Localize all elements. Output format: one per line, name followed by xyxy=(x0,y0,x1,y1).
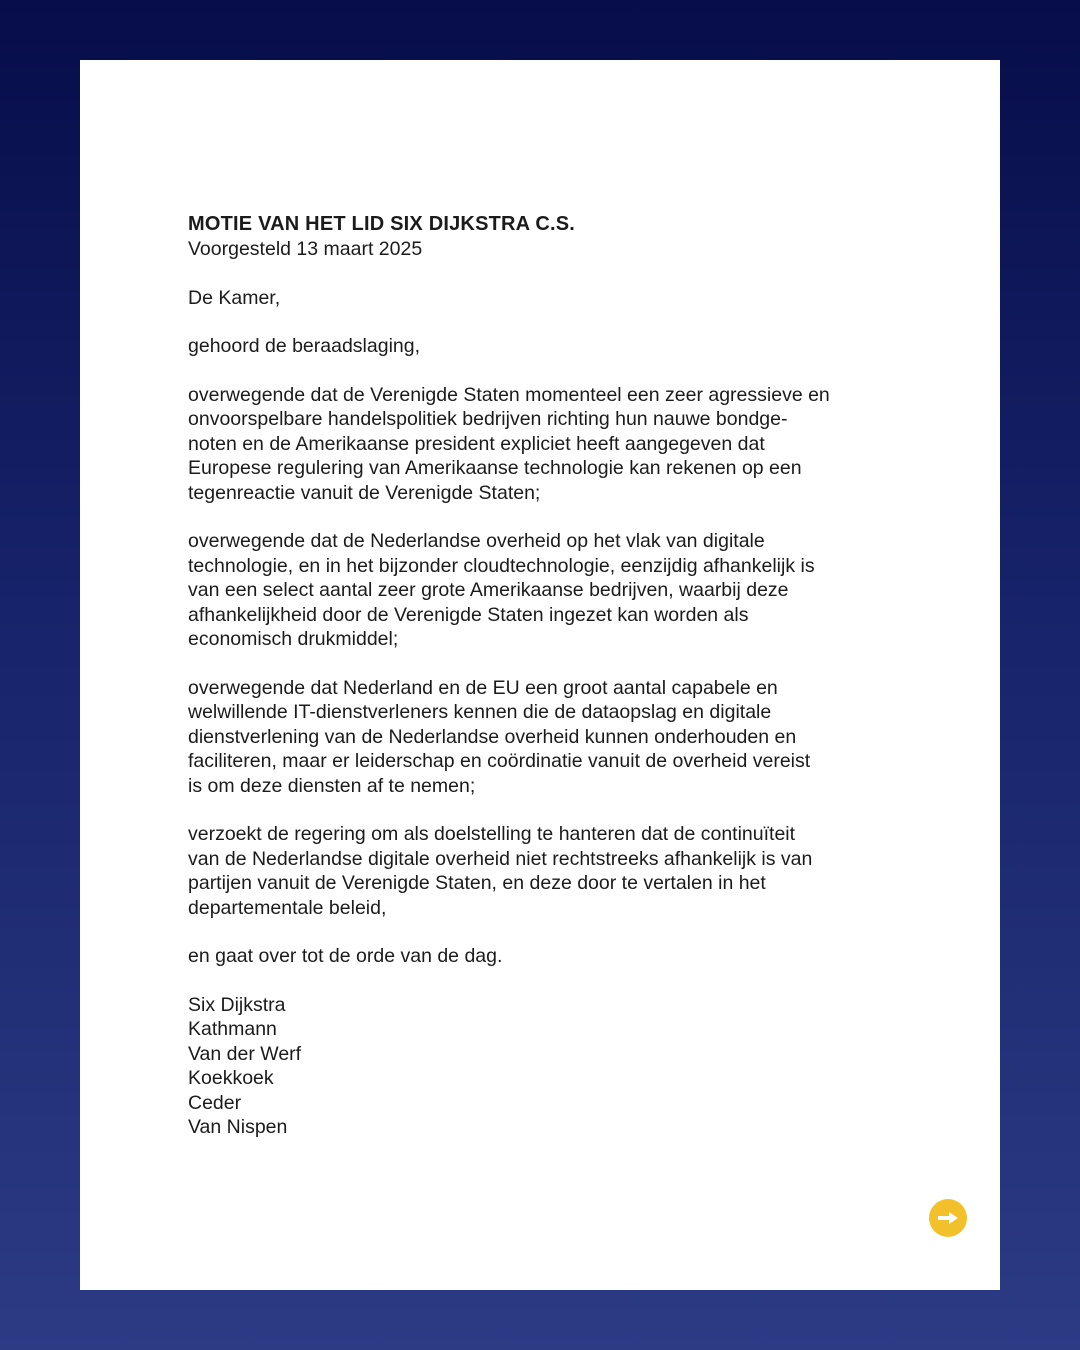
salutation: De Kamer, xyxy=(188,286,281,309)
request-paragraph: verzoekt de regering om als doelstelling te hanteren dat de continuïteit van de Nederlandse digitale overheid niet rechtstreeks afhankelijk is van partijen vanuit de Verenigde Staten, en deze door te vertalen in het departementale beleid, xyxy=(188,823,813,919)
signatory: Six Dijkstra xyxy=(188,993,286,1016)
signatory-list xyxy=(188,993,928,1140)
closing-line: en gaat over tot de orde van de dag. xyxy=(188,945,503,967)
opening-line: gehoord de beraadslaging, xyxy=(188,335,421,357)
signatory: Koekkoek xyxy=(188,1067,274,1089)
motion-title: MOTIE VAN HET LID SIX DIJKSTRA C.S. xyxy=(188,213,576,235)
next-button[interactable] xyxy=(929,1199,967,1237)
signatory: Van Nispen xyxy=(188,1116,288,1138)
consideration-1: overwegende dat de Verenigde Staten momenteel een zeer agressieve en onvoorspelbare handelspolitiek bedrijven richting hun nauwe bondge- noten en de Amerikaanse president expliciet heeft aangegeven dat Europese regulering van Amerikaanse technologie kan rekenen op een tegenreactie vanuit de Verenigde Staten; xyxy=(188,383,830,504)
signatory: Ceder xyxy=(188,1091,242,1114)
signatory: Kathmann xyxy=(188,1018,277,1040)
consideration-3: overwegende dat Nederland en de EU een groot aantal capabele en welwillende IT-dienstverleners kennen die de dataopslag en digitale dienstverlening van de Nederlandse overheid kunnen onderhouden en faciliteren, maar er leiderschap en coördinatie vanuit de overheid vereist is om deze diensten af te nemen; xyxy=(188,676,811,797)
motion-date: Voorgesteld 13 maart 2025 xyxy=(188,238,423,260)
document-page xyxy=(80,60,1000,1290)
motion-document xyxy=(188,212,928,1140)
arrow-right-icon xyxy=(936,1210,960,1226)
consideration-2: overwegende dat de Nederlandse overheid op het vlak van digitale technologie, en in het bijzonder cloudtechnologie, eenzijdig afhankelijk is van een select aantal zeer grote Amerikaanse bedrijven, waarbij deze afhankelijkheid door de Verenigde Staten ingezet kan worden als economisch drukmiddel; xyxy=(188,530,815,650)
signatory: Van der Werf xyxy=(188,1042,302,1065)
